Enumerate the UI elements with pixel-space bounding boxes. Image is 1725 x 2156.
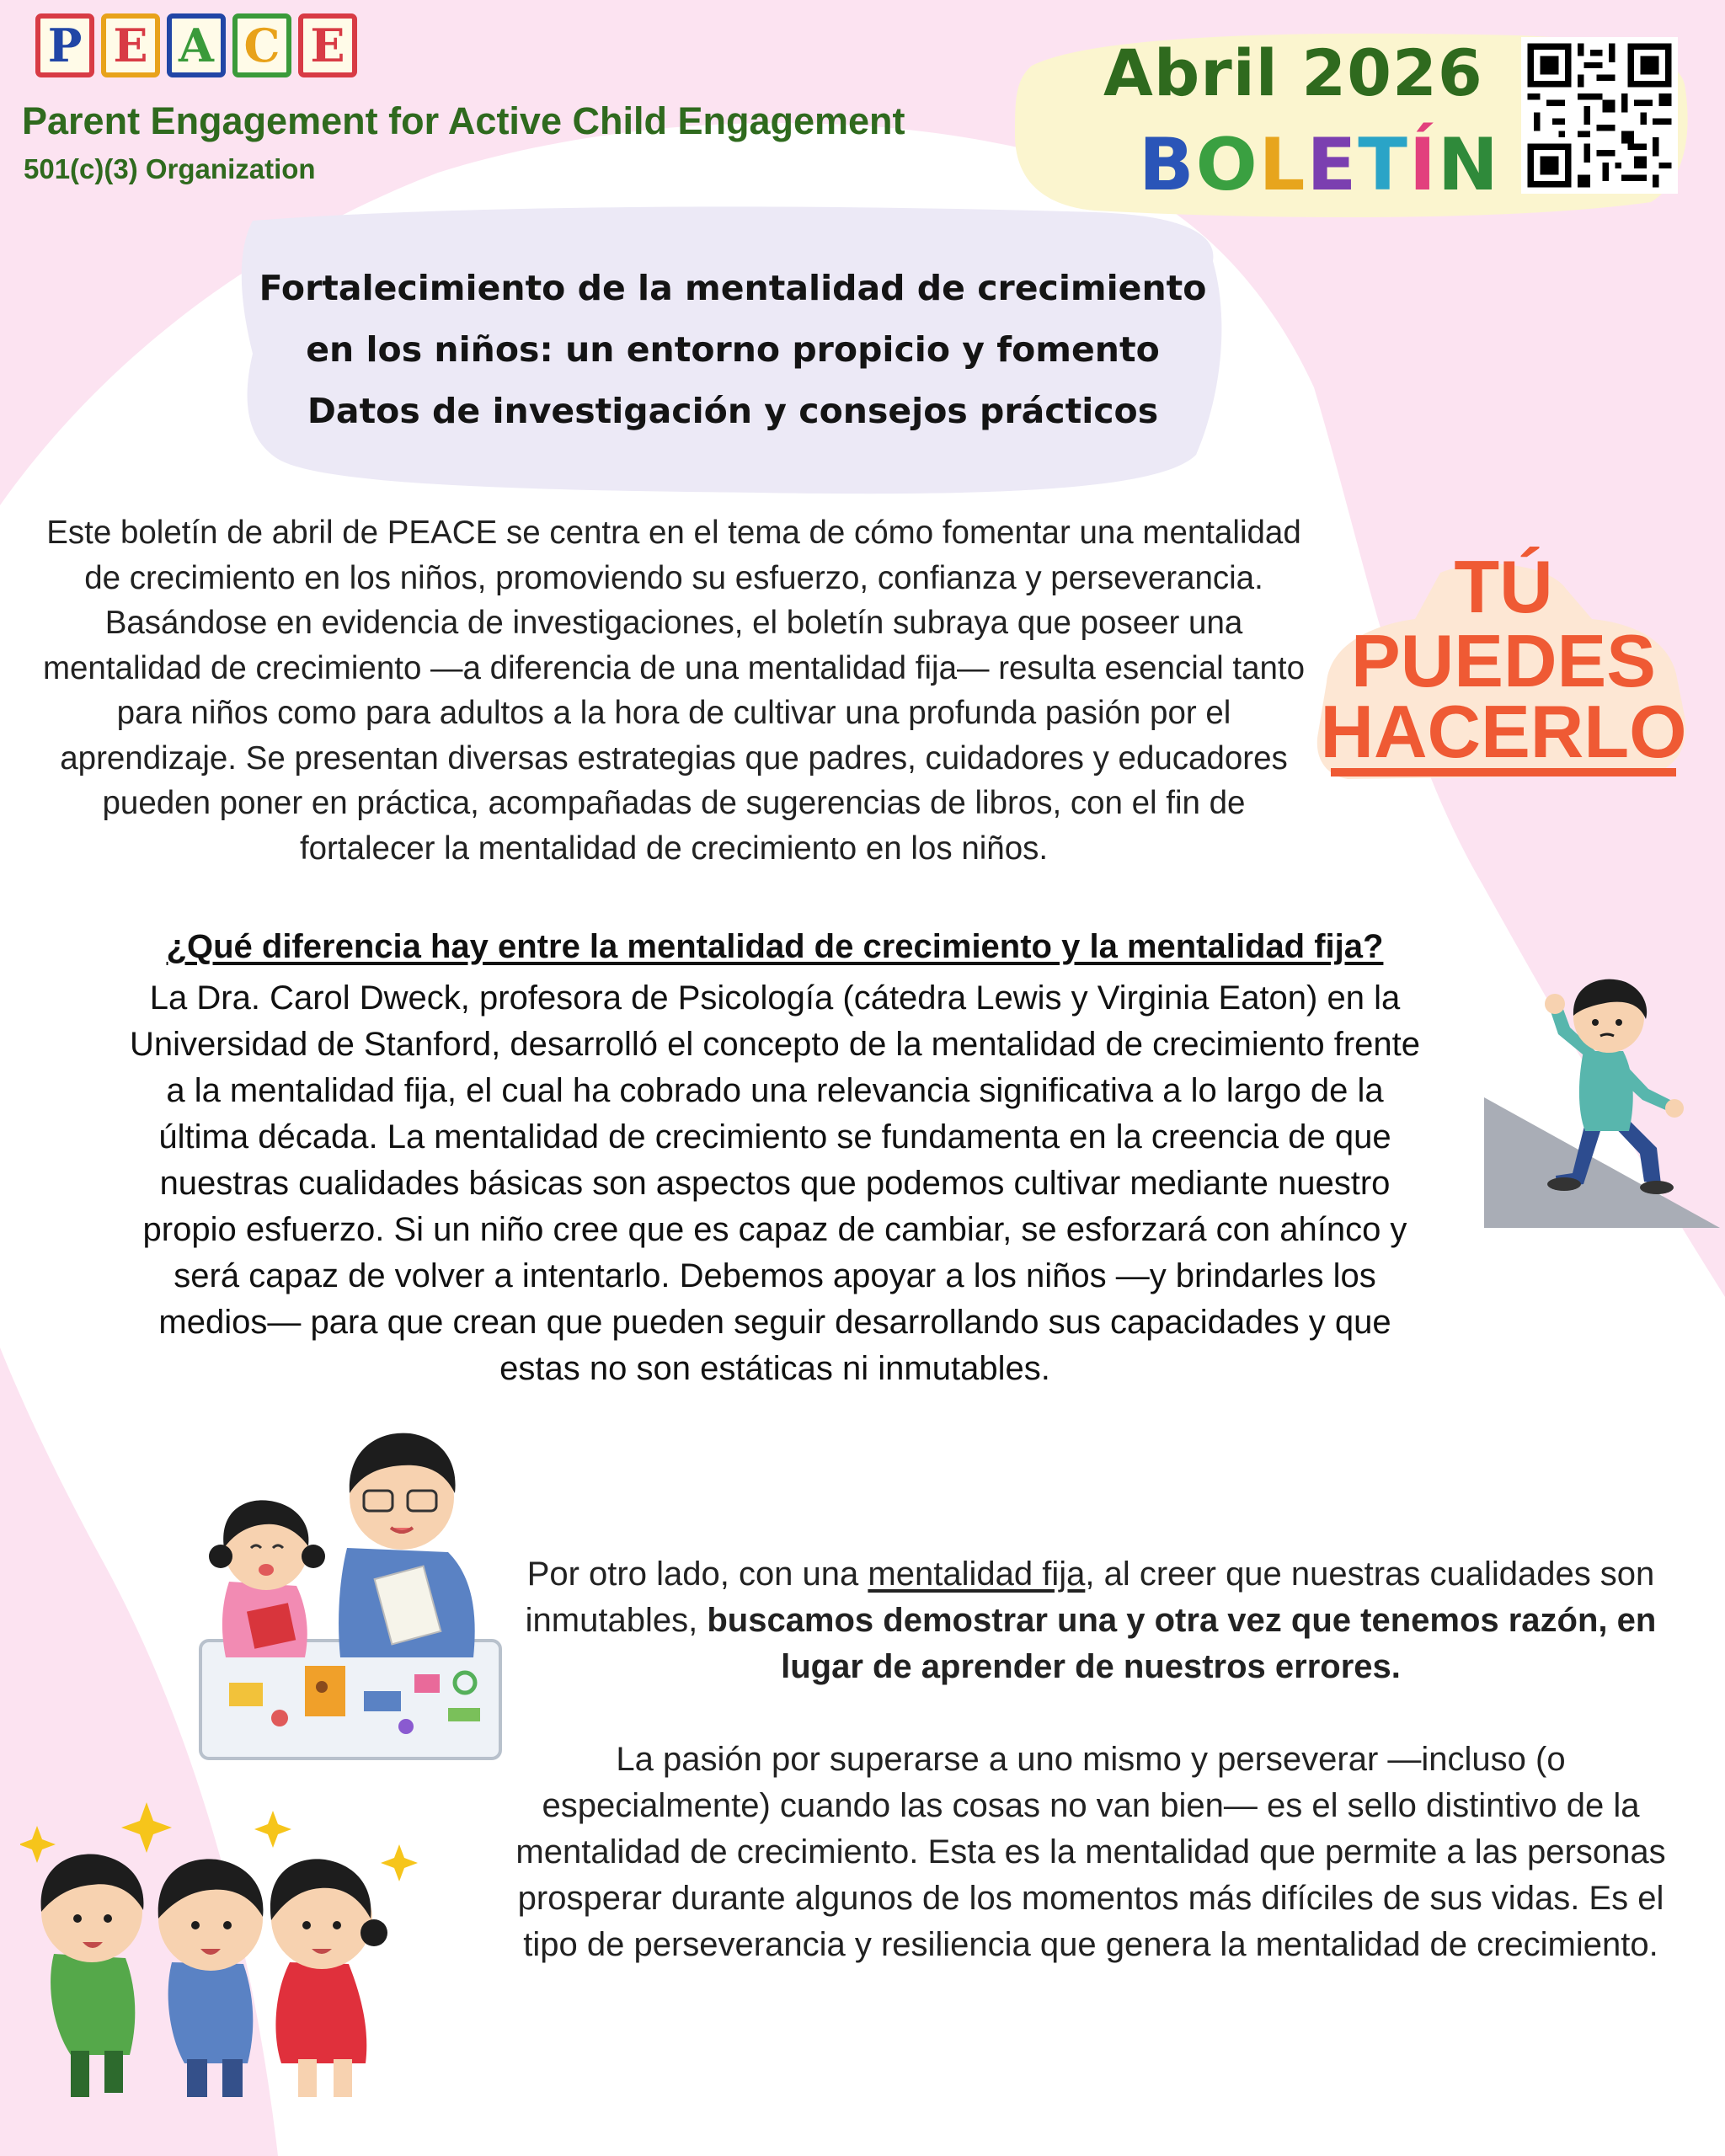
fixed-text-prefix: Por otro lado, con una (526, 1556, 868, 1593)
sparkle-icon (381, 1844, 418, 1881)
organization-name: Parent Engagement for Active Child Engagement (22, 99, 905, 142)
qr-code[interactable] (1521, 37, 1678, 194)
sparkle-icon (254, 1811, 291, 1848)
running-children-illustration (20, 1785, 425, 2105)
newsletter-month: Abril 2026 (1103, 35, 1483, 110)
fixed-mindset-link[interactable]: mentalidad fija (868, 1556, 1086, 1593)
organization-type: 501(c)(3) Organization (24, 153, 316, 184)
you-can-do-it-graphic (1314, 539, 1693, 792)
newsletter-label (1139, 123, 1500, 207)
parent-child-crafting-illustration (195, 1413, 507, 1767)
newsletter-letter: Í (1408, 123, 1438, 207)
fixed-mindset-paragraph (505, 1551, 1676, 1690)
logo-block-e2: E (298, 13, 357, 77)
newsletter-letter: L (1258, 123, 1307, 207)
newsletter-letter: O (1195, 123, 1259, 207)
motivation-line: HACERLO (1320, 690, 1687, 773)
passion-paragraph: La pasión por superarse a uno mismo y perseverar —incluso (o especialmente) cuando las cosas no van bien— es el sello distintivo de la mentalidad de crecimiento. Esta es la mentalidad que permite a las personas prosperar durante algunos de los momentos más difíciles de sus vidas. Es el tipo de perseverancia y resiliencia que genera la mentalidad de crecimiento. (515, 1741, 1666, 1963)
logo-block-e: E (101, 13, 160, 77)
motivation-line: TÚ (1454, 545, 1553, 628)
logo-block-c: C (232, 13, 291, 77)
section-body-difference: La Dra. Carol Dweck, profesora de Psicología (cátedra Lewis y Virginia Eaton) en la Universidad de Stanford, desarrolló el concepto de la mentalidad de crecimiento frente a la mentalidad fija, el cual ha cobrado una relevancia significativa a lo largo de la última década. La mentalidad de crecimiento se fundamenta en la creencia de que nuestras cualidades básicas son aspectos que podemos cultivar mediante nuestro propio esfuerzo. Si un niño cree que es capaz de cambiar, se esforzará con ahínco y será capaz de volver a intentarlo. Debemos apoyar a los niños —y brindarles los medios— para que crean que pueden seguir desarrollando sus capacidades y que estas no son estáticas ni inmutables. (130, 979, 1420, 1387)
title-line: Datos de investigación y consejos prácticos (307, 391, 1159, 431)
section-heading-difference: ¿Qué diferencia hay entre la mentalidad de crecimiento y la mentalidad fija? (166, 928, 1384, 965)
newsletter-title (221, 258, 1245, 442)
climbing-boy-illustration (1484, 967, 1720, 1228)
sparkle-icon (20, 1826, 56, 1863)
motivation-line: PUEDES (1351, 619, 1656, 702)
peace-logo (35, 13, 357, 77)
newsletter-letter: T (1358, 123, 1409, 207)
title-line: en los niños: un entorno propicio y fomento (306, 329, 1160, 370)
newsletter-letter: E (1306, 123, 1359, 207)
title-line: Fortalecimiento de la mentalidad de crecimiento (259, 268, 1207, 308)
newsletter-letter: B (1139, 123, 1196, 207)
logo-block-p: P (35, 13, 94, 77)
fixed-text-emphasis: buscamos demostrar una y otra vez que tenemos razón, en lugar de aprender de nuestros errores. (707, 1602, 1657, 1685)
newsletter-letter: N (1437, 123, 1500, 207)
logo-block-a: A (167, 13, 226, 77)
intro-paragraph: Este boletín de abril de PEACE se centra en el tema de cómo fomentar una mentalidad de crecimiento en los niños, promoviendo su esfuerzo, confianza y perseverancia. Basándose en evidencia de investigaciones, el boletín subraya que poseer una mentalidad de crecimiento —a diferencia de una mentalidad fija— resulta esencial tanto para niños como para adultos a la hora de cultivar una profunda pasión por el aprendizaje. Se presentan diversas estrategias que padres, cuidadores y educadores pueden poner en práctica, acompañadas de sugerencias de libros, con el fin de fortalecer la mentalidad de crecimiento en los niños. (42, 515, 1306, 867)
sparkle-icon (121, 1802, 172, 1853)
fixed-text-middle: , al creer que nuestras cualidades son inmutables, (525, 1556, 1655, 1639)
